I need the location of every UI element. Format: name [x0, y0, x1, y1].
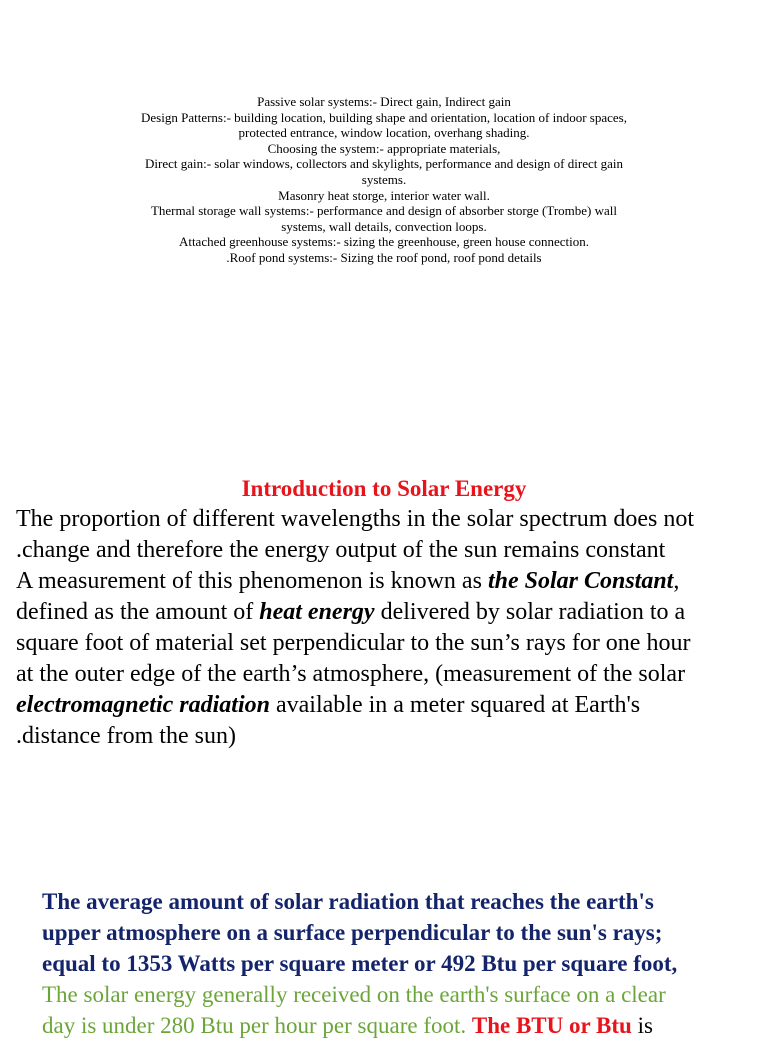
text-run: delivered by solar radiation to a: [374, 599, 686, 625]
paragraph-line: The proportion of different wavelengths in the solar spectrum does not: [16, 506, 695, 532]
paragraph-line: [42, 1010, 768, 1041]
syllabus-line: Passive solar systems:- Direct gain, Indirect gain: [257, 94, 511, 109]
paragraph-line: The solar energy generally received on the earth's surface on a clear: [42, 982, 666, 1007]
paragraph-line: [16, 597, 760, 628]
paragraph-line: equal to 1353 Watts per square meter or 492 Btu per square foot,: [42, 951, 678, 976]
syllabus-block: [0, 94, 768, 266]
text-run: is: [631, 1013, 653, 1038]
paragraph-line: .change and therefore the energy output of the sun remains constant: [16, 537, 666, 563]
syllabus-line: Design Patterns:- building location, building shape and orientation, location of indoor spaces,: [141, 109, 627, 125]
paragraph-line: upper atmosphere on a surface perpendicular to the sun's rays;: [42, 920, 663, 945]
syllabus-line: Attached greenhouse systems:- sizing the greenhouse, green house connection.: [178, 234, 590, 250]
paragraph-line: [16, 566, 760, 597]
paragraph-line: at the outer edge of the earth’s atmosphere, (measurement of the solar: [16, 661, 686, 687]
section-heading: Introduction to Solar Energy: [241, 476, 527, 501]
paragraph-line: [16, 690, 760, 721]
intro-paragraph: [16, 504, 760, 752]
syllabus-line: Thermal storage wall systems:- performance and design of absorber storge (Trombe) wall: [150, 203, 618, 219]
radiation-paragraph: [42, 886, 768, 1041]
syllabus-line: systems, wall details, convection loops.: [281, 218, 487, 234]
syllabus-line: .Roof pond systems:- Sizing the roof pond, roof pond details: [226, 249, 542, 265]
text-run: ,: [673, 568, 680, 594]
paragraph-line: square foot of material set perpendicular to the sun’s rays for one hour: [16, 630, 691, 656]
paragraph-line: .distance from the sun): [16, 723, 236, 749]
paragraph-line: The average amount of solar radiation that reaches the earth's: [42, 889, 654, 914]
text-run: available in a meter squared at Earth's: [269, 692, 641, 718]
text-run: A measurement of this phenomenon is known as: [16, 568, 488, 594]
syllabus-line: Direct gain:- solar windows, collectors and skylights, performance and design of direct gain: [145, 156, 623, 172]
btu-term: The BTU or Btu: [471, 1013, 632, 1038]
syllabus-line: systems.: [361, 171, 407, 187]
heat-energy-term: heat energy: [259, 599, 375, 625]
text-run: defined as the amount of: [16, 599, 260, 625]
syllabus-line: Masonry heat storge, interior water wall.: [278, 187, 490, 203]
electromagnetic-radiation-term: electromagnetic radiation: [16, 692, 270, 718]
syllabus-line: protected entrance, window location, overhang shading.: [238, 125, 530, 141]
solar-constant-term: the Solar Constant: [487, 568, 674, 594]
syllabus-line: Choosing the system:- appropriate materials,: [267, 140, 501, 156]
text-run: day is under 280 Btu per hour per square foot.: [42, 1013, 472, 1038]
